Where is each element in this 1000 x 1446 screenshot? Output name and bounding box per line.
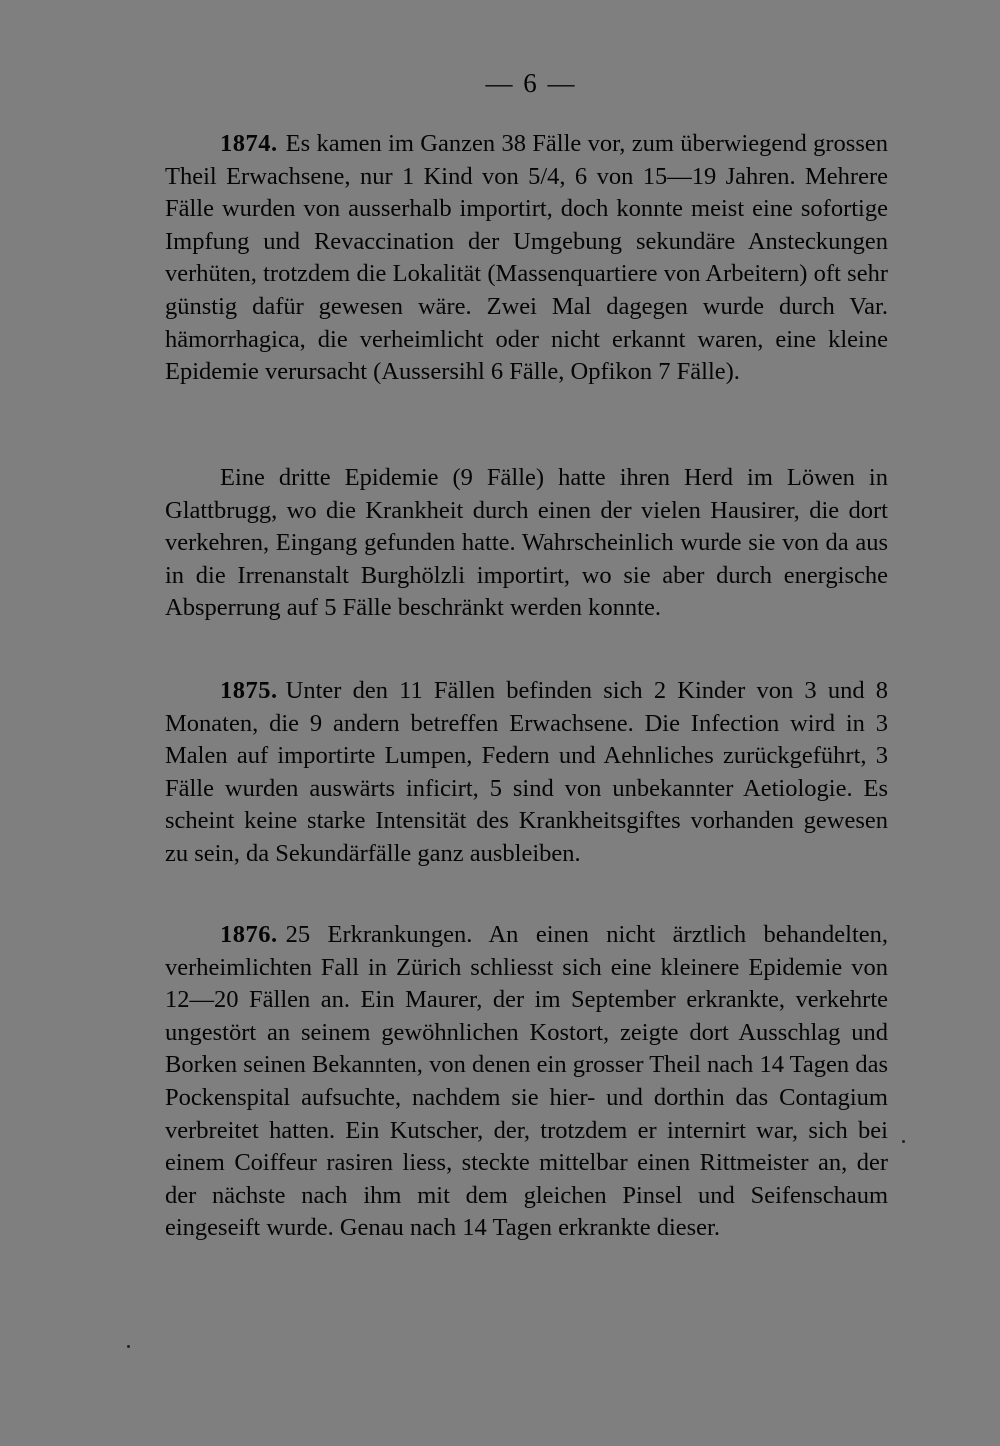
paragraph-text: Eine dritte Epidemie (9 Fälle) hatte ihren Herd im Löwen in Glattbrugg, wo die Krankheit durch einen der vielen Hausirer, die dort verkehren, Eingang gefunden hatte. Wahrscheinlich wurde sie von da aus in die Irrenanstalt Burghölzli importirt, wo sie aber durch energische Absperrung auf 5 Fälle beschränkt werden konnte. (165, 464, 888, 622)
scan-speck (902, 1140, 905, 1143)
year-heading-1875: 1875. (220, 677, 278, 704)
paragraph-text: Unter den 11 Fällen befinden sich 2 Kinder von 3 und 8 Monaten, die 9 andern betreffen Erwachsene. Die Infection wird in 3 Malen auf importirte Lumpen, Federn und Aehnliches zurückgeführt, 3 Fälle wurden auswärts inficirt, 5 sind von unbekannter Aetiologie. Es scheint keine starke Intensität des Krankheitsgiftes vorhanden gewesen zu sein, da Sekundärfälle ganz ausbleiben. (165, 677, 888, 867)
paragraph-1876 (165, 919, 888, 1245)
paragraph-third-epidemic (165, 462, 888, 625)
paragraph-1875 (165, 675, 888, 871)
year-heading-1874: 1874. (220, 130, 278, 157)
paragraph-text: Es kamen im Ganzen 38 Fälle vor, zum überwiegend grossen Theil Erwachsene, nur 1 Kind von 5/4, 6 von 15—19 Jahren. Mehrere Fälle wurden von ausserhalb importirt, doch konnte meist eine sofortige Impfung und Revaccination der Umgebung sekundäre Ansteckungen verhüten, trotzdem die Lokalität (Massenquartiere von Arbeitern) oft sehr günstig dafür gewesen wäre. Zwei Mal dagegen wurde durch Var. hämorrhagica, die verheimlicht oder nicht erkannt waren, eine kleine Epidemie verursacht (Aussersihl 6 Fälle, Opfikon 7 Fälle). (165, 130, 888, 386)
paragraph-text: 25 Erkrankungen. An einen nicht ärztlich behandelten, verheimlichten Fall in Zürich schliesst sich eine kleinere Epidemie von 12—20 Fällen an. Ein Maurer, der im September erkrankte, verkehrte ungestört an seinem gewöhnlichen Kostort, zeigte dort Ausschlag und Borken seinen Bekannten, von denen ein grosser Theil nach 14 Tagen das Pockenspital aufsuchte, nachdem sie hier- und dorthin das Contagium verbreitet hatten. Ein Kutscher, der, trotzdem er internirt war, sich bei einem Coiffeur rasiren liess, steckte mittelbar einen Rittmeister an, der der nächste nach ihm mit dem gleichen Pinsel und Seifenschaum eingeseift wurde. Genau nach 14 Tagen erkrankte dieser. (165, 921, 888, 1242)
page-number: — 6 — (485, 68, 577, 98)
year-heading-1876: 1876. (220, 921, 278, 948)
scan-speck (127, 1345, 130, 1348)
paragraph-1874 (165, 128, 888, 389)
